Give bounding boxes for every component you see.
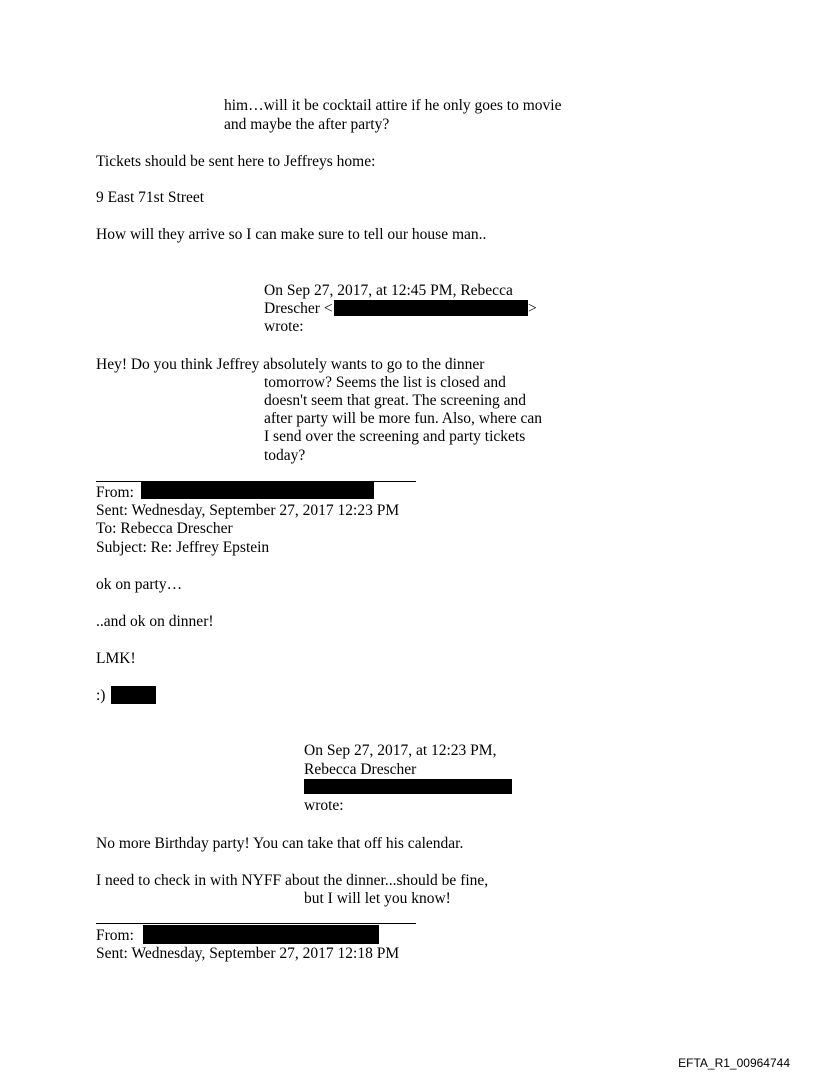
quoted-line: I need to check in with NYFF about the dinner...should be fine, [96,872,489,889]
body-line: ..and ok on dinner! [96,613,214,630]
quoted-line: after party will be more fun. Also, where can [264,410,543,427]
document-id: EFTA_R1_00964744 [678,1056,790,1070]
quoted-line: him…will it be cocktail attire if he only goes to movie [224,97,562,114]
body-line: How will they arrive so I can make sure to tell our house man.. [96,226,487,243]
header-from: From: [96,927,134,944]
quoted-line: today? [264,447,306,464]
quote-header-line: On Sep 27, 2017, at 12:23 PM, [304,742,497,759]
separator-line [96,923,416,924]
quoted-line: tomorrow? Seems the list is closed and [264,374,506,391]
header-to: To: Rebecca Drescher [96,520,233,537]
redaction-bar [141,482,374,499]
body-line: ok on party… [96,576,183,593]
quote-header-line: wrote: [264,318,304,335]
body-line: :) [96,687,106,704]
header-sent: Sent: Wednesday, September 27, 2017 12:23 PM [96,502,400,519]
address-line: 9 East 71st Street [96,189,205,206]
quoted-line: I send over the screening and party tickets [264,428,526,445]
body-line: Tickets should be sent here to Jeffreys home: [96,153,376,170]
quoted-line: doesn't seem that great. The screening and [264,392,527,409]
header-from: From: [96,484,134,501]
quoted-line: No more Birthday party! You can take that off his calendar. [96,835,464,852]
quoted-line: but I will let you know! [304,890,451,907]
quoted-line: Hey! Do you think Jeffrey absolutely wants to go to the dinner [96,356,485,373]
quote-header-line: Rebecca Drescher [304,761,417,778]
quote-header-line: > [528,300,537,317]
quote-header-line: On Sep 27, 2017, at 12:45 PM, Rebecca [264,282,513,299]
quote-header-line: wrote: [304,797,344,814]
redaction-bar [143,925,379,944]
body-line: LMK! [96,650,136,667]
redaction-bar [111,686,156,704]
quote-header-line: Drescher < [264,300,333,317]
quoted-line: and maybe the after party? [224,116,390,133]
header-subject: Subject: Re: Jeffrey Epstein [96,539,270,556]
header-sent: Sent: Wednesday, September 27, 2017 12:18 PM [96,945,400,962]
redaction-bar [304,779,512,794]
redaction-bar [334,300,528,316]
